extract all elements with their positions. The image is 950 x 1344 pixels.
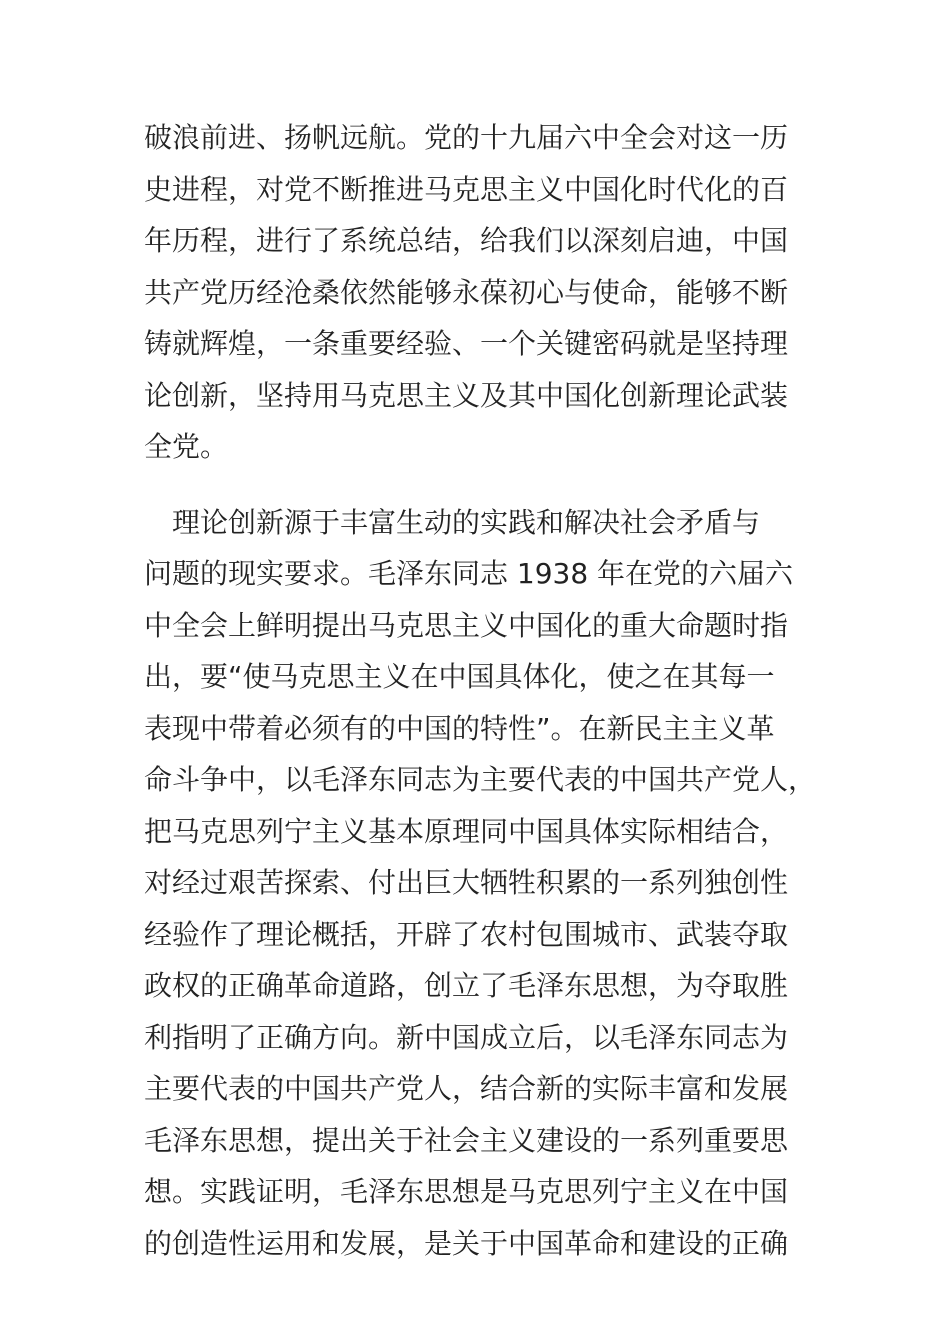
text-line: 中全会上鲜明提出马克思主义中国化的重大命题时指 [144, 608, 789, 642]
text-line: 史进程，对党不断推进马克思主义中国化时代化的百 [144, 172, 789, 206]
text-line: 命斗争中，以毛泽东同志为主要代表的中国共产党人， [144, 763, 817, 796]
text-line: 政权的正确革命道路，创立了毛泽东思想，为夺取胜 [144, 969, 789, 1002]
text-line: 理论创新源于丰富生动的实践和解决社会矛盾与 [144, 505, 761, 539]
text-line: 想。实践证明，毛泽东思想是马克思列宁主义在中国 [144, 1175, 789, 1208]
text-line: 年历程，进行了系统总结，给我们以深刻启迪，中国 [144, 224, 789, 257]
text-line: 破浪前进、扬帆远航。党的十九届六中全会对这一历 [144, 121, 789, 154]
text-line: 铸就辉煌，一条重要经验、一个关键密码就是坚持理 [144, 327, 789, 360]
text-line: 对经过艰苦探索、付出巨大牺牲积累的一系列独创性 [144, 866, 789, 899]
paragraph-2 [144, 497, 824, 1270]
text-line: 利指明了正确方向。新中国成立后，以毛泽东同志为 [144, 1020, 789, 1054]
paragraph-spacer [144, 473, 824, 497]
text-line: 主要代表的中国共产党人，结合新的实际丰富和发展 [144, 1072, 789, 1105]
text-line: 毛泽东思想，提出关于社会主义建设的一系列重要思 [144, 1123, 789, 1157]
text-line: 论创新，坚持用马克思主义及其中国化创新理论武装 [144, 378, 789, 412]
text-line: 表现中带着必须有的中国的特性”。在新民主主义革 [144, 711, 775, 745]
text-line: 把马克思列宁主义基本原理同中国具体实际相结合， [144, 814, 789, 848]
text-line: 出，要“使马克思主义在中国具体化，使之在其每一 [144, 660, 775, 693]
text-line: 共产党历经沧桑依然能够永葆初心与使命，能够不断 [144, 275, 789, 309]
text-line: 经验作了理论概括，开辟了农村包围城市、武装夺取 [144, 917, 789, 951]
text-line: 全党。 [144, 430, 229, 463]
document-page [144, 112, 824, 1269]
text-line: 问题的现实要求。毛泽东同志 1938 年在党的六届六 [144, 557, 794, 590]
text-line: 的创造性运用和发展，是关于中国革命和建设的正确 [144, 1226, 789, 1260]
paragraph-1 [144, 112, 824, 473]
